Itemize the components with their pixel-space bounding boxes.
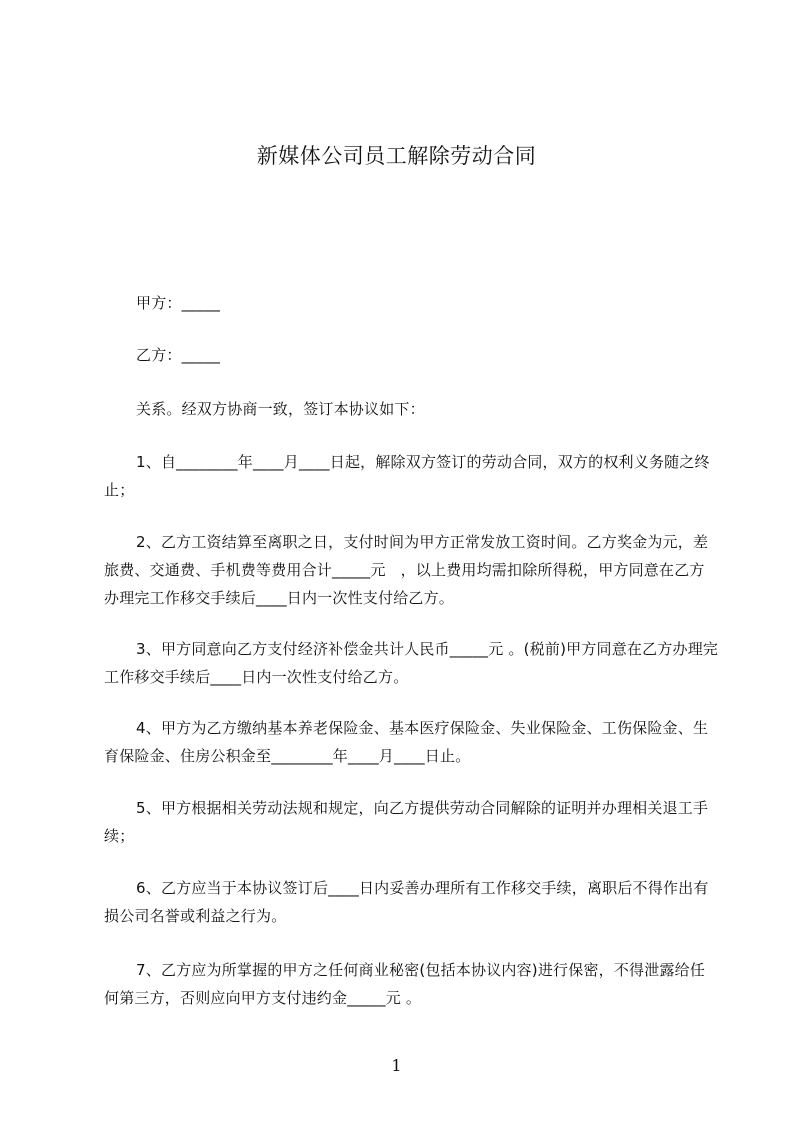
clause-5: 5、甲方根据相关劳动法规和规定，向乙方提供劳动合同解除的证明并办理相关退工手续； xyxy=(104,799,709,845)
page-number: 1 xyxy=(391,1056,402,1075)
document-title: 新媒体公司员工解除劳动合同 xyxy=(256,144,537,168)
clause-7: 7、乙方应为所掌握的甲方之任何商业秘密(包括本协议内容)进行保密，不得泄露给任何第三方，否则应向甲方支付违约金_____元 。 xyxy=(104,961,706,1007)
clause-6: 6、乙方应当于本协议签订后____日内妥善办理所有工作移交手续，离职后不得作出有损公司名誉或利益之行为。 xyxy=(104,879,709,925)
party-a-line: 甲方：_____ xyxy=(136,294,221,312)
party-b-line: 乙方：_____ xyxy=(136,346,221,364)
clause-1: 1、自________年____月____日起，解除双方签订的劳动合同，双方的权利义务随之终止； xyxy=(104,453,710,499)
agreement-intro: 关系。经双方协商一致，签订本协议如下： xyxy=(136,400,425,418)
clause-3: 3、甲方同意向乙方支付经济补偿金共计人民币_____元 。(税前)甲方同意在乙方办理完工作移交手续后____日内一次性支付给乙方。 xyxy=(104,640,719,686)
clause-4: 4、甲方为乙方缴纳基本养老保险金、基本医疗保险金、失业保险金、工伤保险金、生育保险金、住房公积金至________年____月____日止。 xyxy=(104,719,709,765)
clause-2: 2、乙方工资结算至离职之日，支付时间为甲方正常发放工资时间。乙方奖金为元，差旅费、交通费、手机费等费用合计_____元 ，以上费用均需扣除所得税，甲方同意在乙方办理完工作移交手续后____日内一次性支付给乙方。 xyxy=(104,533,709,607)
